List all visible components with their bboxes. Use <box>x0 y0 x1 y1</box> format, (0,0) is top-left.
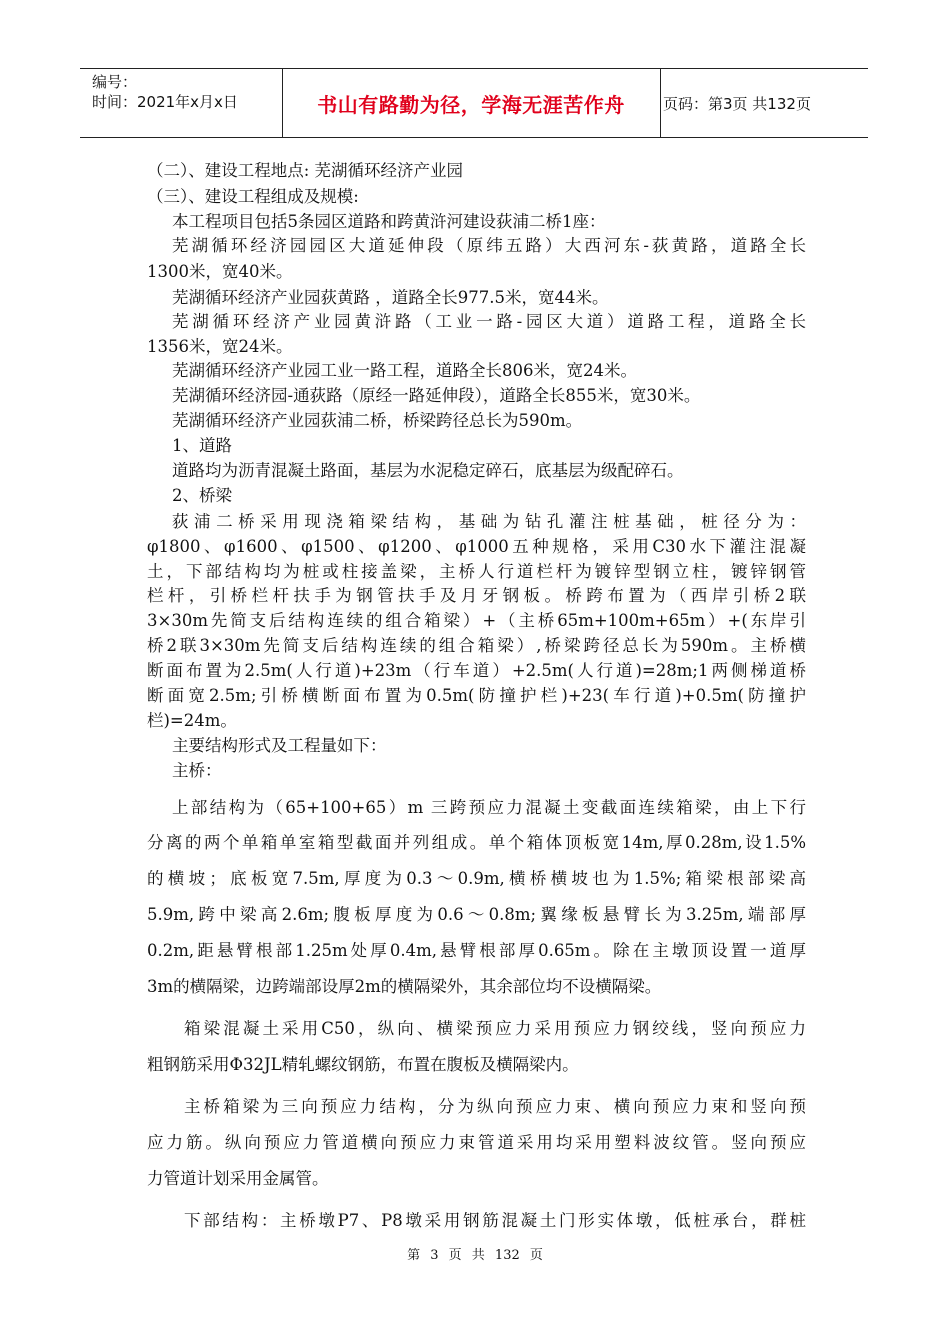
text-line: 荻浦二桥采用现浇箱梁结构，基础为钻孔灌注桩基础，桩径分为： <box>172 512 806 531</box>
header-meta <box>80 69 282 137</box>
page-header <box>80 68 868 138</box>
text-line: （三）、建设工程组成及规模: <box>147 187 359 206</box>
text-line: 粗钢筋采用Φ32JL精轧螺纹钢筋，布置在腹板及横隔梁内。 <box>147 1055 579 1074</box>
text-line: 1、道路 <box>172 436 232 455</box>
text-line: 芜湖循环经济产业园荻浦二桥，桥梁跨径总长为590m。 <box>172 411 583 430</box>
header-divider <box>282 69 283 137</box>
page-footer: 第 3 页 共 132 页 <box>407 1248 543 1263</box>
text-line: 5.9m,跨中梁高2.6m;腹板厚度为0.6～0.8m;翼缘板悬臂长为3.25m,端部厚 <box>147 905 806 924</box>
text-line: 分离的两个单箱单室箱型截面并列组成。单个箱体顶板宽14m,厚0.28m,设1.5% <box>147 833 806 852</box>
text-line: 3×30m先简支后结构连续的组合箱梁）+（主桥65m+100m+65m）+(东岸引 <box>147 611 806 630</box>
text-line: 主桥： <box>172 761 222 780</box>
text-line: 箱梁混凝土采用C50，纵向、横梁预应力采用预应力钢绞线，竖向预应力 <box>184 1019 806 1038</box>
text-line: 1300米，宽40米。 <box>147 262 293 281</box>
text-line: 主要结构形式及工程量如下： <box>172 736 387 755</box>
text-line: 芜湖循环经济产业园荻黄路 ，道路全长977.5米，宽44米。 <box>172 288 609 307</box>
text-line: 本工程项目包括5条园区道路和跨黄浒河建设荻浦二桥1座： <box>172 212 606 231</box>
text-line: 芜湖循环经济园-通荻路（原经一路延伸段），道路全长855米，宽30米。 <box>172 386 701 405</box>
header-page-info <box>663 69 868 137</box>
text-line: （二）、建设工程地点: 芜湖循环经济产业园 <box>147 161 464 180</box>
header-divider <box>660 69 661 137</box>
text-line: 芜湖循环经济产业园工业一路工程，道路全长806米，宽24米。 <box>172 361 637 380</box>
text-line: 2、桥梁 <box>172 486 232 505</box>
text-line: 应力筋。纵向预应力管道横向预应力束管道采用均采用塑料波纹管。竖向预应 <box>147 1133 806 1152</box>
text-line: φ1800、φ1600、φ1500、φ1200、φ1000五种规格，采用C30水下灌注混凝 <box>147 537 806 556</box>
text-line: 栏)=24m。 <box>147 711 237 730</box>
text-line: 断面宽2.5m;引桥横断面布置为0.5m(防撞护栏)+23(车行道)+0.5m(防撞护 <box>147 686 806 705</box>
header-motto: 书山有路勤为径，学海无涯苦作舟 <box>317 92 625 117</box>
text-line: 0.2m,距悬臂根部1.25m处厚0.4m,悬臂根部厚0.65m。除在主墩顶设置一道厚 <box>147 941 806 960</box>
text-line: 土，下部结构均为桩或柱接盖梁，主桥人行道栏杆为镀锌型钢立柱，镀锌钢管 <box>147 562 806 581</box>
page-info-text: 页码：第3页 共132页 <box>663 94 811 113</box>
text-line: 桥2联3×30m先简支后结构连续的组合箱梁）,桥梁跨径总长为590m。主桥横 <box>147 636 806 655</box>
text-line: 芜湖循环经济产业园黄浒路（工业一路-园区大道）道路工程，道路全长 <box>172 312 806 331</box>
text-line: 力管道计划采用金属管。 <box>147 1169 329 1188</box>
text-line: 的横坡；底板宽7.5m,厚度为0.3～0.9m,横桥横坡也为1.5%;箱梁根部梁高 <box>147 869 806 888</box>
text-line: 3m的横隔梁，边跨端部设厚2m的横隔梁外，其余部位均不设横隔梁。 <box>147 977 662 996</box>
text-line: 芜湖循环经济园园区大道延伸段（原纬五路）大西河东-荻黄路，道路全长 <box>172 236 806 255</box>
text-line: 道路均为沥青混凝土路面，基层为水泥稳定碎石，底基层为级配碎石。 <box>172 461 684 480</box>
number-label: 编号： <box>92 73 138 91</box>
text-line: 栏杆，引桥栏杆扶手为钢管扶手及月牙钢板。桥跨布置为（西岸引桥2联 <box>147 586 806 605</box>
text-line: 下部结构：主桥墩P7、P8墩采用钢筋混凝土门形实体墩，低桩承台，群桩 <box>184 1211 806 1230</box>
text-line: 1356米，宽24米。 <box>147 337 293 356</box>
text-line: 断面布置为2.5m(人行道)+23m（行车道）+2.5m(人行道)=28m;1两侧梯道桥 <box>147 661 806 680</box>
text-line: 主桥箱梁为三向预应力结构，分为纵向预应力束、横向预应力束和竖向预 <box>184 1097 806 1116</box>
date-label: 时间：2021年x月x日 <box>92 93 238 111</box>
text-line: 上部结构为（65+100+65）m 三跨预应力混凝土变截面连续箱梁，由上下行 <box>172 798 806 817</box>
